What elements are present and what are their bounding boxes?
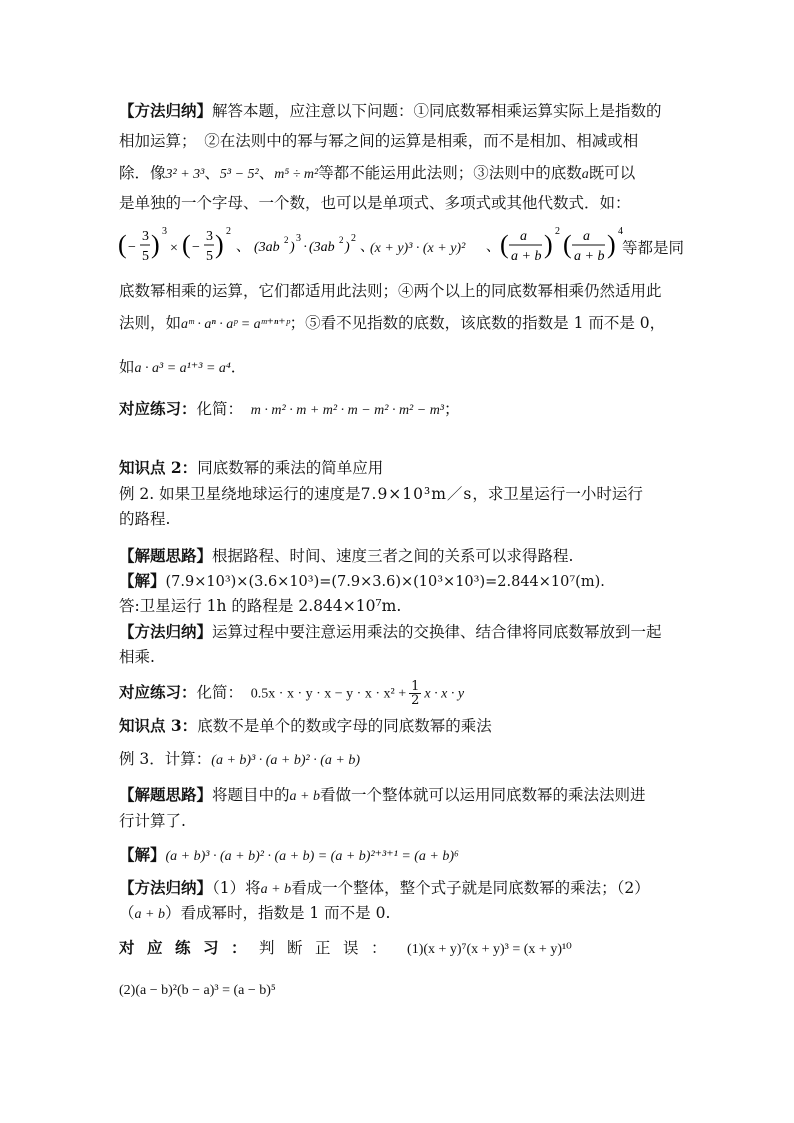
method-summary-2-line-1 [119, 622, 662, 642]
math-expression: a + b [289, 789, 320, 804]
text-run: 等都是同 [622, 239, 685, 257]
method-summary-2-line-2 [119, 647, 155, 667]
section-title: 底数不是单个的数或字母的同底数幂的乘法 [197, 717, 492, 735]
svg-text:2: 2 [555, 226, 560, 237]
svg-text:(3ab: (3ab [254, 240, 280, 255]
text-run: 将题目中的 [212, 786, 290, 804]
solution-approach-3-line-2 [119, 811, 186, 831]
svg-text:、: 、 [236, 239, 250, 255]
svg-text:、: 、 [360, 239, 374, 255]
math-expression: m⁵ ÷ m² [274, 167, 319, 182]
practice-2 [119, 680, 464, 707]
svg-text:a: a [520, 229, 527, 244]
text-run: 运算过程中要注意运用乘法的交换律、结合律将同底数幂放到一起 [212, 623, 662, 641]
solution-approach-3-line-1 [119, 785, 646, 807]
svg-text:、: 、 [486, 239, 500, 255]
math-expression: (a + b)³ · (a + b)² · (a + b) = (a + b)²⁺³⁺¹ = (a + b)⁶ [165, 849, 459, 864]
example-2-line-2 [119, 509, 170, 529]
svg-text:): ) [290, 240, 295, 255]
math-expression: (a + b)³ · (a + b)² · (a + b) [211, 753, 361, 768]
practice-tag: 对应练习： [119, 399, 197, 418]
svg-text:3: 3 [206, 229, 213, 244]
text-run: （ [119, 904, 135, 922]
svg-text:×: × [170, 241, 178, 256]
section-title: 同底数幂的乘法的简单应用 [197, 459, 384, 477]
solution-tag: 【解】 [119, 571, 166, 590]
svg-text:2: 2 [339, 235, 344, 245]
svg-text:3: 3 [162, 226, 167, 237]
math-expression: a + b [134, 907, 165, 922]
svg-text:(3ab: (3ab [309, 240, 335, 255]
math-expression: 5³ − 5² [219, 167, 259, 182]
math-variable: a [581, 167, 589, 182]
text-run: 看做一个整体就可以运用同底数幂的乘法法则进 [319, 786, 646, 804]
text-run: （1）将 [212, 879, 261, 897]
method-summary-line-4 [119, 193, 631, 213]
svg-text:(: ( [563, 230, 572, 259]
text-run: 例 3．计算： [119, 750, 212, 768]
svg-text:): ) [607, 230, 616, 259]
svg-text:a: a [583, 229, 590, 244]
solution-text: (7.9×10³)×(3.6×10³)=(7.9×3.6)×(10³×10³)=2.844×10⁷(m). [165, 574, 605, 590]
practice-3-line-2 [119, 979, 276, 1001]
math-expression: (x + y)³ · (x + y)² [370, 241, 466, 256]
section-tag: 知识点 2： [119, 458, 198, 477]
section-2-title [119, 458, 383, 478]
fraction-denominator: 2 [411, 693, 420, 708]
svg-text:): ) [151, 230, 160, 259]
text-run: 的路程. [119, 510, 171, 528]
solution-approach [119, 546, 573, 566]
svg-text:4: 4 [618, 226, 623, 237]
math-expression: (2)(a − b)²(b − a)³ = (a − b)⁵ [119, 983, 276, 998]
method-summary-3-line-2 [119, 903, 390, 925]
math-expression: a · a³ = a¹⁺³ = a⁴ [134, 361, 231, 376]
text-run: ；⑤看不见指数的底数，该底数的指数是 1 而不是 0， [289, 314, 666, 332]
text-run: 如 [119, 358, 135, 376]
text-run: 根据路程、时间、速度三者之间的关系可以求得路程. [212, 547, 574, 565]
practice-1 [119, 399, 460, 421]
approach-tag: 【解题思路】 [119, 785, 213, 804]
svg-text:): ) [215, 230, 224, 259]
text-run: ； [444, 400, 460, 418]
example-3 [119, 749, 360, 771]
section-tag: 知识点 3： [119, 716, 198, 735]
method-summary-line-6 [119, 281, 662, 301]
method-summary-line-1 [119, 101, 662, 121]
text-run: ，求卫星运行一小时运行 [472, 485, 643, 503]
svg-text:5: 5 [142, 249, 149, 264]
math-expression: 3² + 3³ [165, 167, 205, 182]
text-run: 判断正误： [259, 939, 400, 957]
svg-text:·: · [303, 240, 308, 255]
approach-tag: 【解题思路】 [119, 546, 213, 565]
svg-text:2: 2 [284, 235, 289, 245]
svg-text:(: ( [182, 230, 191, 259]
method-summary-line-8 [119, 357, 246, 379]
method-summary-tag: 【方法归纳】 [119, 101, 213, 120]
svg-text:−: − [192, 240, 200, 255]
method-summary-text: 解答本题，应注意以下问题：①同底数幂相乘运算实际上是指数的 [212, 102, 662, 120]
line-5-tail [622, 238, 684, 258]
svg-text:5: 5 [206, 249, 213, 264]
text-run: 既可以 [588, 164, 636, 182]
svg-text:2: 2 [226, 226, 231, 237]
text-run: 除．像 [119, 164, 166, 182]
math-expression: 0.5x · x · y · x − y · x · x² + [250, 686, 407, 702]
solution-tag: 【解】 [119, 845, 166, 864]
svg-text:): ) [345, 240, 350, 255]
practice-tag: 对应练习： [119, 682, 197, 702]
svg-text:−: − [128, 240, 136, 255]
answer-text: 答:卫星运行 1h 的路程是 2.844×10⁷m. [119, 597, 402, 615]
text-run: 化简： [196, 400, 236, 418]
text-run: 相乘. [119, 648, 155, 666]
speed-value: 7.9×10³m／s [360, 485, 473, 503]
text-run: 行计算了. [119, 812, 186, 830]
math-expression: aᵐ · aⁿ · aᵖ = aᵐ⁺ⁿ⁺ᵖ [181, 317, 290, 332]
text-run: 底数幂相乘的运算，它们都适用此法则；④两个以上的同底数幂相乘仍然适用此 [119, 282, 662, 300]
practice-3-line-1 [119, 938, 572, 960]
svg-text:(: ( [118, 230, 127, 259]
math-expression: m · m² · m + m² · m − m² · m² − m³ [250, 403, 445, 418]
method-summary-text: 相加运算； ②在法则中的幂与幂之间的运算是相乘，而不是相加、相减或相 [119, 132, 639, 150]
math-expression: x · x · y [424, 686, 465, 702]
text-run: 等都不能运用此法则；③法则中的底数 [318, 164, 582, 182]
section-3-title [119, 716, 492, 736]
svg-text:a + b: a + b [511, 249, 542, 264]
text-run: 例 2. 如果卫星绕地球运行的速度是 [119, 485, 361, 503]
svg-text:a + b: a + b [574, 249, 605, 264]
fraction [409, 680, 421, 707]
line-5-middle [370, 238, 465, 259]
practice-tag: 对应练习： [119, 938, 260, 957]
answer [119, 596, 401, 616]
text-run: 化简： [196, 683, 236, 702]
math-expression: a + b [260, 882, 292, 897]
text-run: ． [230, 358, 247, 376]
svg-text:): ) [544, 230, 553, 259]
svg-text:(: ( [500, 230, 509, 259]
method-summary-line-3: 除．像3² + 3³、5³ − 5²、m⁵ ÷ m²等都不能运用此法则；③法则中的底数a既可以 [119, 164, 636, 182]
svg-text:3: 3 [296, 233, 301, 244]
text-run: 看成一个整体，整个式子就是同底数幂的乘法；（2） [291, 879, 650, 897]
fraction-numerator: 1 [411, 679, 420, 694]
svg-text:3: 3 [142, 229, 149, 244]
text-run: 法则，如 [119, 314, 182, 332]
method-summary-line-7 [119, 313, 665, 335]
example-2-line-1 [119, 484, 643, 504]
method-tag: 【方法归纳】 [119, 878, 213, 897]
text-run: ）看成幂时，指数是 1 而不是 0. [164, 904, 391, 922]
method-summary-3-line-1 [119, 878, 650, 900]
svg-text:2: 2 [351, 233, 356, 244]
solution [119, 571, 605, 592]
text-run: 是单独的一个字母、一个数，也可以是单项式、多项式或其他代数式．如： [119, 194, 631, 212]
method-tag: 【方法归纳】 [119, 622, 213, 641]
solution-3 [119, 845, 459, 867]
math-expression: (1)(x + y)⁷(x + y)³ = (x + y)¹⁰ [407, 942, 572, 957]
method-summary-line-2 [119, 131, 638, 151]
